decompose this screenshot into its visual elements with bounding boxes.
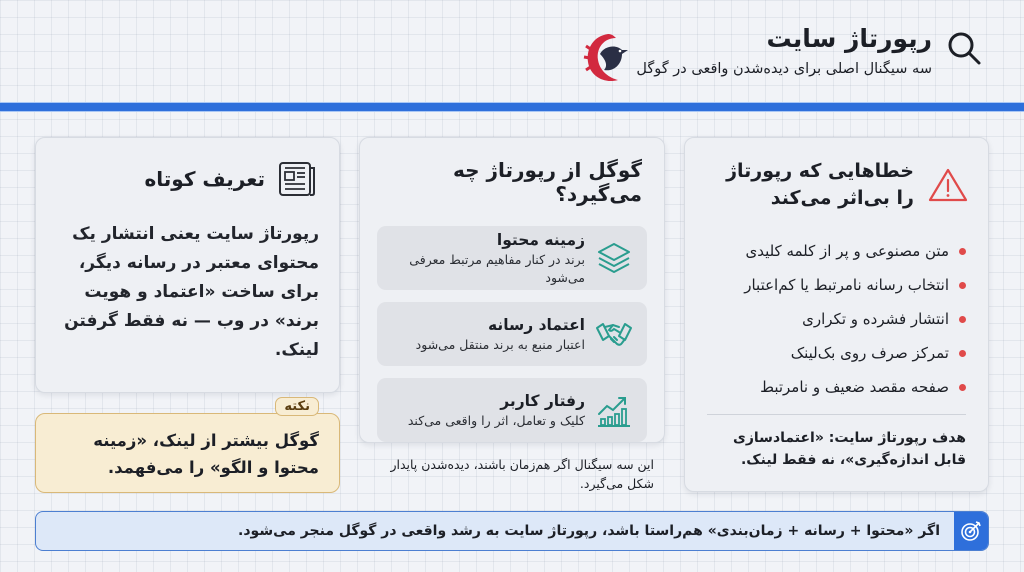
note-box (35, 399, 340, 493)
definition-text: رپورتاژ سایت یعنی انتشار یک محتوای معتبر در رسانه دیگر، برای ساخت «اعتماد و هویت برند» در وب — نه فقط گرفتن لینک. (64, 224, 319, 360)
signal-desc: برند در کنار مفاهیم مرتبط معرفی می‌شود (409, 252, 585, 285)
signal-item (377, 378, 647, 442)
mistakes-title: خطاهایی که رپورتاژ را بی‌اثر می‌کند (726, 160, 914, 209)
summary-banner (35, 511, 989, 551)
mistakes-card (684, 137, 989, 492)
list-item: انتشار فشرده و تکراری (707, 302, 966, 336)
target-icon-box (954, 512, 988, 550)
goal-text: هدف رپورتاژ سایت: «اعتمادسازی قابل اندازه‌گیری»، نه فقط لینک. (733, 430, 966, 468)
signal-title: زمینه محتوا (496, 231, 585, 249)
list-item: صفحه مقصد ضعیف و نامرتبط (707, 370, 966, 404)
warning-icon (928, 167, 968, 203)
bullet-dot-icon (959, 384, 966, 391)
signal-item (377, 226, 647, 290)
target-icon (960, 520, 982, 542)
layers-icon (595, 240, 633, 276)
signal-desc: کلیک و تعامل، اثر را واقعی می‌کند (407, 413, 585, 428)
bird-logo-icon (582, 30, 634, 86)
bullet-dot-icon (959, 316, 966, 323)
signals-caption: این سه سیگنال اگر هم‌زمان باشند، دیده‌شدن پایدار شکل می‌گیرد. (390, 457, 654, 491)
signals-card (359, 137, 665, 443)
header-divider-bar (0, 102, 1024, 112)
newspaper-icon (277, 160, 317, 198)
bullet-dot-icon (959, 282, 966, 289)
search-icon (944, 28, 984, 68)
signal-title: اعتماد رسانه (488, 316, 585, 334)
signal-item (377, 302, 647, 366)
page-subtitle: سه سیگنال اصلی برای دیده‌شدن واقعی در گوگل (636, 61, 932, 77)
list-item: تمرکز صرف روی بک‌لینک (707, 336, 966, 370)
handshake-icon (595, 316, 633, 352)
definition-card (35, 137, 340, 393)
list-item: متن مصنوعی و پر از کلمه کلیدی (707, 234, 966, 268)
growth-chart-icon (595, 392, 633, 428)
signal-desc: اعتبار منبع به برند منتقل می‌شود (415, 337, 585, 352)
summary-text: اگر «محتوا + رسانه + زمان‌بندی» هم‌راستا باشد، رپورتاژ سایت به رشد واقعی در گوگل منجر می‌شود. (238, 523, 940, 539)
bullet-dot-icon (959, 350, 966, 357)
list-item: انتخاب رسانه نامرتبط یا کم‌اعتبار (707, 268, 966, 302)
header (636, 22, 984, 80)
signal-title: رفتار کاربر (500, 392, 585, 410)
definition-title: تعریف کوتاه (144, 167, 265, 191)
note-tag: نکته (275, 397, 319, 416)
bullet-dot-icon (959, 248, 966, 255)
signals-title: گوگل از رپورتاژ چه می‌گیرد؟ (452, 158, 642, 206)
page-title: رپورتاژ سایت (766, 24, 932, 53)
note-text: گوگل بیشتر از لینک، «زمینه محتوا و الگو» را می‌فهمد. (93, 431, 319, 477)
mistakes-list (685, 212, 988, 404)
